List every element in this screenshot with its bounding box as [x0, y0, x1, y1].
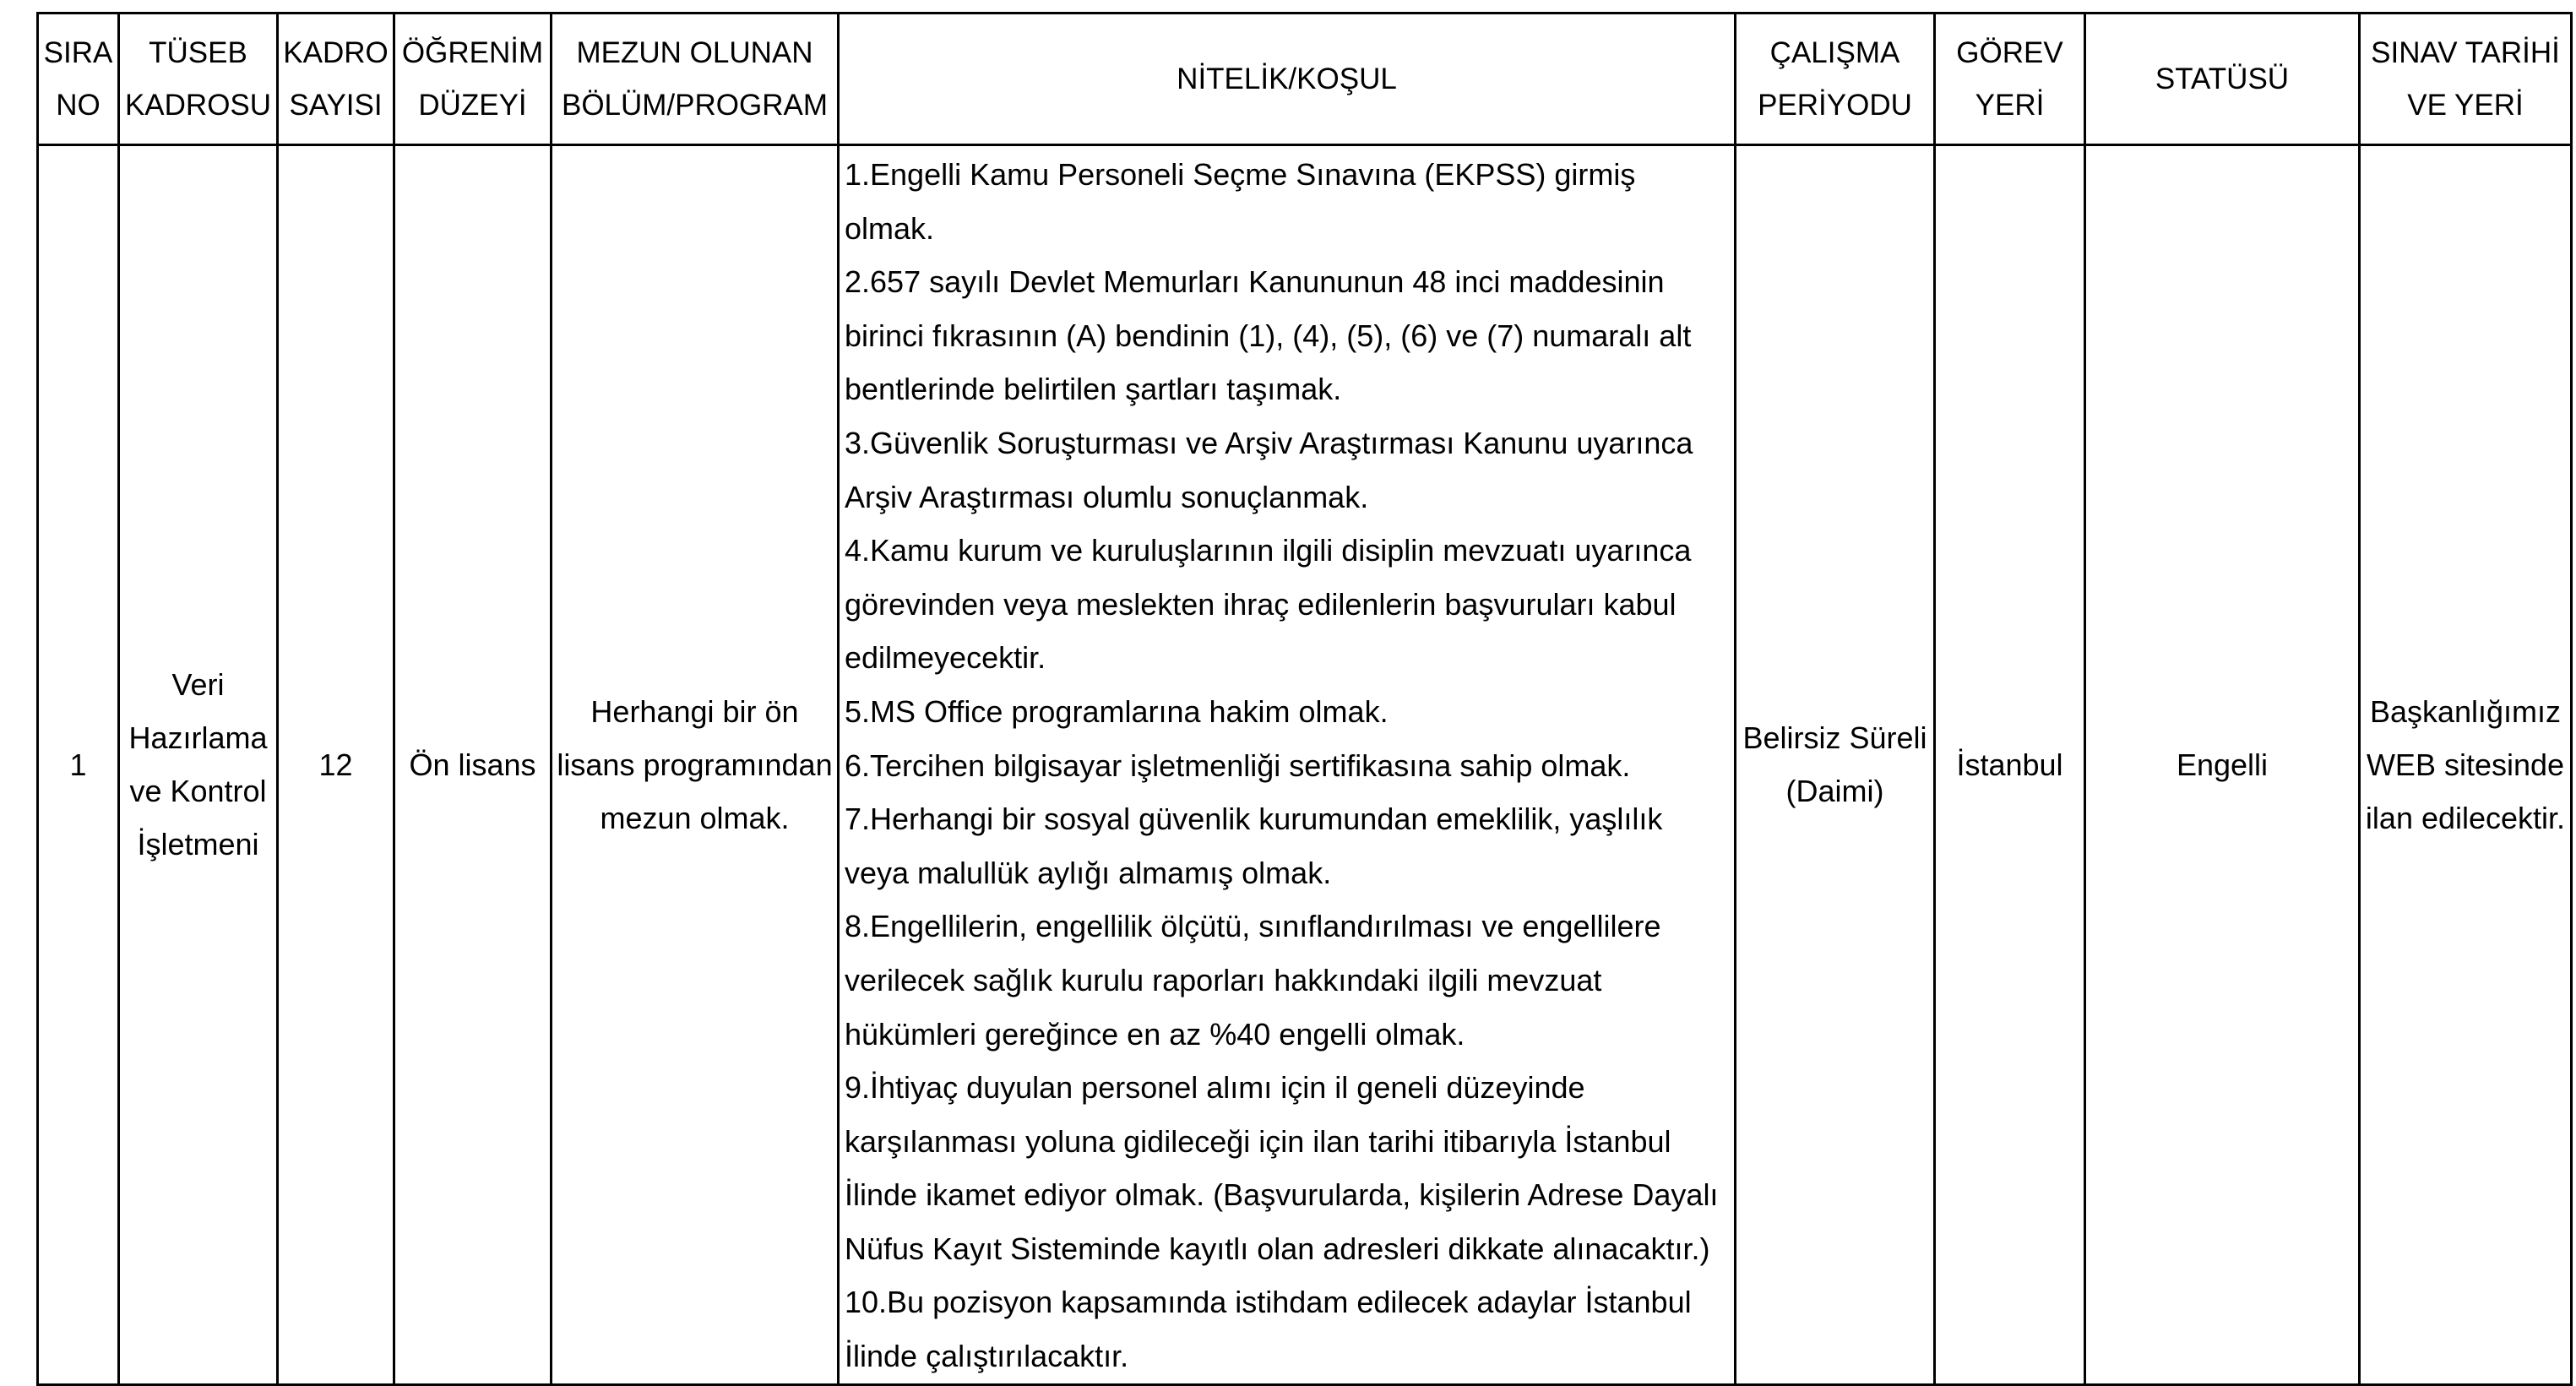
cell-sira-no: 1 — [38, 145, 119, 1385]
qualification-item: 7.Herhangi bir sosyal güvenlik kurumundan emeklilik, yaşlılık veya malullük aylığı almamış olmak. — [845, 802, 1663, 890]
cell-tuseb-kadrosu: Veri Hazırlama ve Kontrol İşletmeni — [119, 145, 278, 1385]
qualification-item: 1.Engelli Kamu Personeli Seçme Sınavına (EKPSS) girmiş olmak. — [845, 157, 1636, 246]
cell-ogrenim-duzeyi: Ön lisans — [394, 145, 552, 1385]
qualification-item: 10.Bu pozisyon kapsamında istihdam edilecek adaylar İstanbul İlinde çalıştırılacaktır. — [845, 1285, 1692, 1374]
qualification-item: 8.Engellilerin, engellilik ölçütü, sınıflandırılması ve engellilere verilecek sağlık kurulu raporları hakkındaki ilgili mevzuat hükümleri gereğince en az %40 engelli olmak. — [845, 909, 1661, 1052]
cell-kadro-sayisi: 12 — [278, 145, 394, 1385]
header-tuseb-kadrosu: TÜSEB KADROSU — [119, 14, 278, 145]
cell-calisma-periyodu: Belirsiz Süreli (Daimi) — [1736, 145, 1935, 1385]
qualification-item: 5.MS Office programlarına hakim olmak. — [845, 693, 1389, 729]
qualification-item: 9.İhtiyaç duyulan personel alımı için il geneli düzeyinde karşılanması yoluna gidileceği için ilan tarihi itibarıyla İstanbul İlinde ikamet ediyor olmak. (Başvurularda, kişilerin Adrese Dayalı Nüfus Kayıt Sisteminde kayıtlı olan adresleri dikkate alınacaktır.) — [845, 1070, 1719, 1266]
qualification-item: 4.Kamu kurum ve kuruluşlarının ilgili disiplin mevzuatı uyarınca görevinden veya meslekten ihraç edilenlerin başvuruları kabul edilmeyecektir. — [845, 533, 1692, 676]
header-statusu: STATÜSÜ — [2085, 14, 2360, 145]
qualification-item: 3.Güvenlik Soruşturması ve Arşiv Araştırması Kanunu uyarınca Arşiv Araştırması olumlu sonuçlanmak. — [845, 425, 1693, 514]
cell-gorev-yeri: İstanbul — [1935, 145, 2085, 1385]
cell-nitelik-kosul — [839, 145, 1736, 1385]
header-row — [38, 14, 2572, 145]
header-calisma-periyodu: ÇALIŞMA PERİYODU — [1736, 14, 1935, 145]
job-posting-table — [36, 12, 2573, 1386]
header-gorev-yeri: GÖREV YERİ — [1935, 14, 2085, 145]
header-ogrenim-duzeyi: ÖĞRENİM DÜZEYİ — [394, 14, 552, 145]
header-nitelik-kosul: NİTELİK/KOŞUL — [839, 14, 1736, 145]
header-sinav-tarihi: SINAV TARİHİ VE YERİ — [2360, 14, 2572, 145]
cell-statusu: Engelli — [2085, 145, 2360, 1385]
header-sira-no: SIRA NO — [38, 14, 119, 145]
header-mezun-olunan-bolum: MEZUN OLUNAN BÖLÜM/PROGRAM — [552, 14, 839, 145]
cell-mezun-olunan-bolum: Herhangi bir ön lisans programından mezun olmak. — [552, 145, 839, 1385]
qualification-item: 2.657 sayılı Devlet Memurları Kanununun 48 inci maddesinin birinci fıkrasının (A) bendinin (1), (4), (5), (6) ve (7) numaralı alt bentlerinde belirtilen şartları taşımak. — [845, 264, 1692, 407]
table-row — [38, 145, 2572, 1385]
cell-sinav-tarihi: Başkanlığımız WEB sitesinde ilan edilecektir. — [2360, 145, 2572, 1385]
header-kadro-sayisi: KADRO SAYISI — [278, 14, 394, 145]
qualification-item: 6.Tercihen bilgisayar işletmenliği sertifikasına sahip olmak. — [845, 747, 1631, 783]
